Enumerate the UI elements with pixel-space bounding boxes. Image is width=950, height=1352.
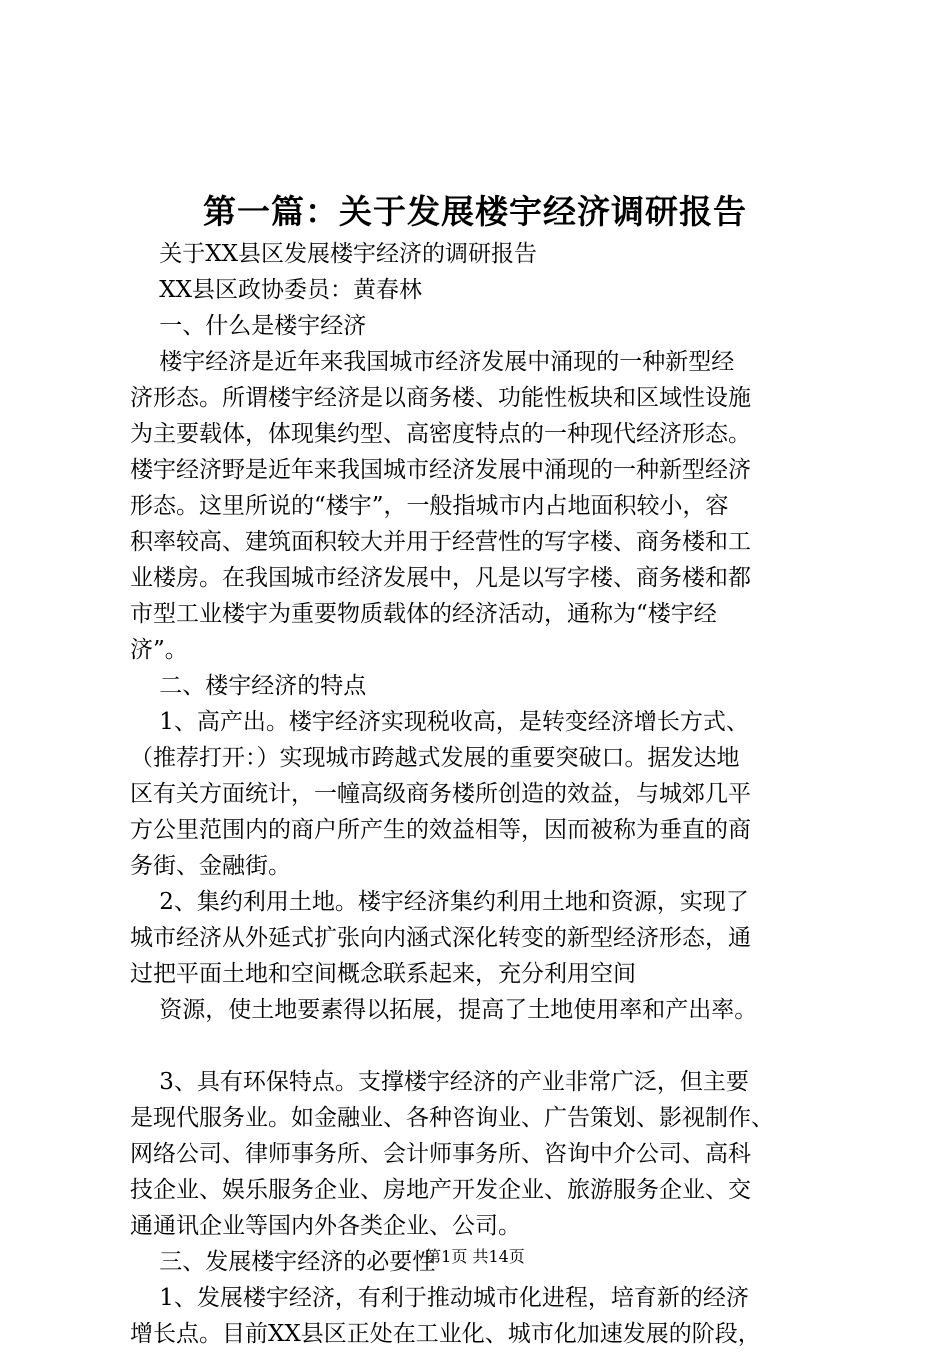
text-line: （推荐打开：）实现城市跨越式发展的重要突破口。据发达地	[130, 745, 740, 771]
text-line: 二、楼宇经济的特点	[130, 673, 367, 699]
text-line: 资源，使土地要素得以拓展，提高了土地使用率和产出率。	[130, 997, 758, 1023]
blank-line	[130, 1028, 835, 1064]
text-line: 是现代服务业。如金融业、各种咨询业、广告策划、影视制作、	[130, 1105, 774, 1131]
text-line: 1、高产出。楼宇经济实现税收高，是转变经济增长方式、	[130, 709, 749, 735]
text-line: 1、发展楼宇经济，有利于推动城市化进程，培育新的经济	[130, 1285, 749, 1311]
text-line: 3、具有环保特点。支撑楼宇经济的产业非常广泛，但主要	[130, 1069, 749, 1095]
text-line: 形态。这里所说的“楼宇”，一般指城市内占地面积较小，容	[130, 493, 729, 519]
text-line: 楼宇经济是近年来我国城市经济发展中涌现的一种新型经	[130, 349, 735, 375]
text-line: 方公里范围内的商户所产生的效益相等，因而被称为垂直的商	[130, 817, 751, 843]
text-line: XX县区政协委员：黄春林	[130, 277, 422, 303]
text-line: 业楼房。在我国城市经济发展中，凡是以写字楼、商务楼和都	[130, 565, 751, 591]
text-line: 技企业、娱乐服务企业、房地产开发企业、旅游服务企业、交	[130, 1177, 751, 1203]
text-line: 济”。	[130, 637, 188, 663]
text-line: 济形态。所谓楼宇经济是以商务楼、功能性板块和区域性设施	[130, 385, 751, 411]
text-line: 为主要载体，体现集约型、高密度特点的一种现代经济形态。	[130, 421, 751, 447]
text-line: 网络公司、律师事务所、会计师事务所、咨询中介公司、高科	[130, 1141, 751, 1167]
text-line: 三、发展楼宇经济的必要性	[130, 1249, 436, 1275]
text-line: 2、集约利用土地。楼宇经济集约利用土地和资源，实现了	[130, 889, 749, 915]
text-line: 区有关方面统计，一幢高级商务楼所创造的效益，与城郊几平	[130, 781, 751, 807]
document-body	[130, 236, 835, 1352]
text-line: 城市经济从外延式扩张向内涵式深化转变的新型经济形态，通	[130, 925, 751, 951]
text-line: 楼宇经济野是近年来我国城市经济发展中涌现的一种新型经济	[130, 457, 751, 483]
text-line: 一、什么是楼宇经济	[130, 313, 367, 339]
text-line: 通通讯企业等国内外各类企业、公司。	[130, 1213, 521, 1239]
text-line: 积率较高、建筑面积较大并用于经营性的写字楼、商务楼和工	[130, 529, 751, 555]
text-line: 务街、金融街。	[130, 853, 291, 879]
text-line: 市型工业楼宇为重要物质载体的经济活动，通称为“楼宇经	[130, 601, 717, 627]
text-line: 关于XX县区发展楼宇经济的调研报告	[130, 241, 537, 267]
document-title: 第一篇：关于发展楼宇经济调研报告	[203, 192, 747, 231]
text-line: 过把平面土地和空间概念联系起来，充分利用空间	[130, 961, 636, 987]
text-line: 增长点。目前XX县区正处在工业化、城市化加速发展的阶段，	[130, 1321, 761, 1347]
page-footer: 第1页 共14页	[425, 1247, 525, 1266]
